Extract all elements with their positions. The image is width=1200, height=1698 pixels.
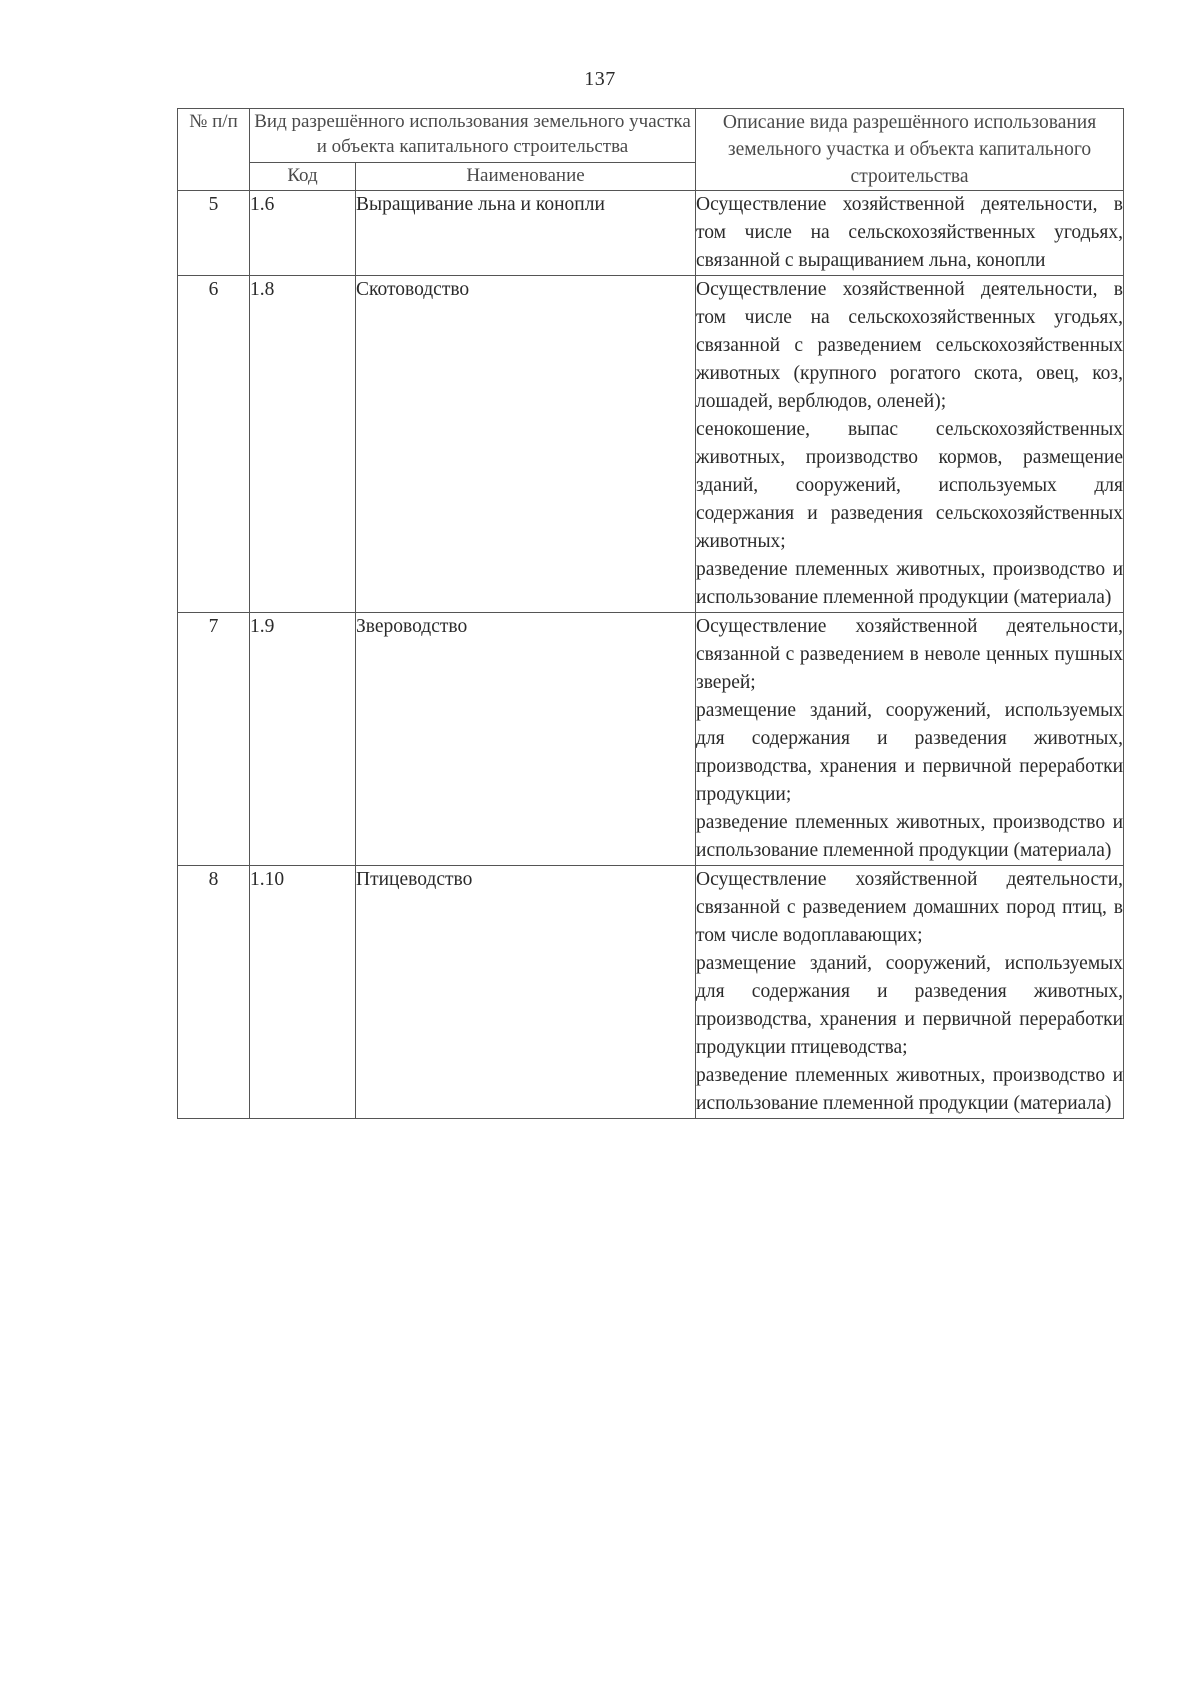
row-number: 8 [178, 866, 250, 1119]
description-paragraph: Осуществление хозяйственной деятельности, связанной с разведением домашних пород птиц, в том числе водоплавающих; [696, 869, 1124, 946]
description-paragraph: размещение зданий, сооружений, используемых для содержания и разведения животных, производства, хранения и первичной переработки продукции птицеводства; [696, 953, 1124, 1058]
description-paragraph: Осуществление хозяйственной деятельности, в том числе на сельскохозяйственных угодьях, связанной с разведением сельскохозяйственных животных (крупного рогатого скота, овец, коз, лошадей, верблюдов, оленей); [696, 279, 1124, 412]
table-header [178, 109, 1124, 191]
table-body [178, 191, 1124, 1119]
row-name: Скотоводство [356, 276, 696, 613]
header-group-title: Вид разрешённого использования земельного участка и объекта капитального строительства [250, 109, 696, 163]
row-code: 1.6 [250, 191, 356, 276]
land-use-table [177, 108, 1124, 1119]
row-name: Птицеводство [356, 866, 696, 1119]
description-paragraph: разведение племенных животных, производство и использование племенной продукции (материала) [696, 812, 1124, 861]
page-number: 137 [584, 68, 616, 90]
table-row [178, 613, 1124, 866]
description-paragraph: разведение племенных животных, производство и использование племенной продукции (материала) [696, 559, 1124, 608]
table-row [178, 866, 1124, 1119]
header-num: № п/п [178, 109, 250, 191]
table-row [178, 276, 1124, 613]
row-number: 6 [178, 276, 250, 613]
description-paragraph: сенокошение, выпас сельскохозяйственных животных, производство кормов, размещение зданий, сооружений, используемых для содержания и разведения сельскохозяйственных животных; [696, 419, 1124, 552]
header-description: Описание вида разрешённого использования земельного участка и объекта капитального строительства [696, 109, 1124, 191]
row-name: Звероводство [356, 613, 696, 866]
row-description [696, 866, 1124, 1119]
row-description [696, 613, 1124, 866]
row-code: 1.9 [250, 613, 356, 866]
row-code: 1.10 [250, 866, 356, 1119]
row-description [696, 276, 1124, 613]
description-paragraph: размещение зданий, сооружений, используемых для содержания и разведения животных, производства, хранения и первичной переработки продукции; [696, 700, 1124, 805]
table-row [178, 191, 1124, 276]
header-code: Код [250, 162, 356, 190]
row-number: 5 [178, 191, 250, 276]
row-number: 7 [178, 613, 250, 866]
description-paragraph: разведение племенных животных, производство и использование племенной продукции (материала) [696, 1065, 1124, 1114]
row-code: 1.8 [250, 276, 356, 613]
description-paragraph: Осуществление хозяйственной деятельности, связанной с разведением в неволе ценных пушных зверей; [696, 616, 1124, 693]
description-paragraph: Осуществление хозяйственной деятельности, в том числе на сельскохозяйственных угодьях, связанной с выращиванием льна, конопли [696, 194, 1124, 271]
row-name: Выращивание льна и конопли [356, 191, 696, 276]
row-description [696, 191, 1124, 276]
header-name: Наименование [356, 162, 696, 190]
